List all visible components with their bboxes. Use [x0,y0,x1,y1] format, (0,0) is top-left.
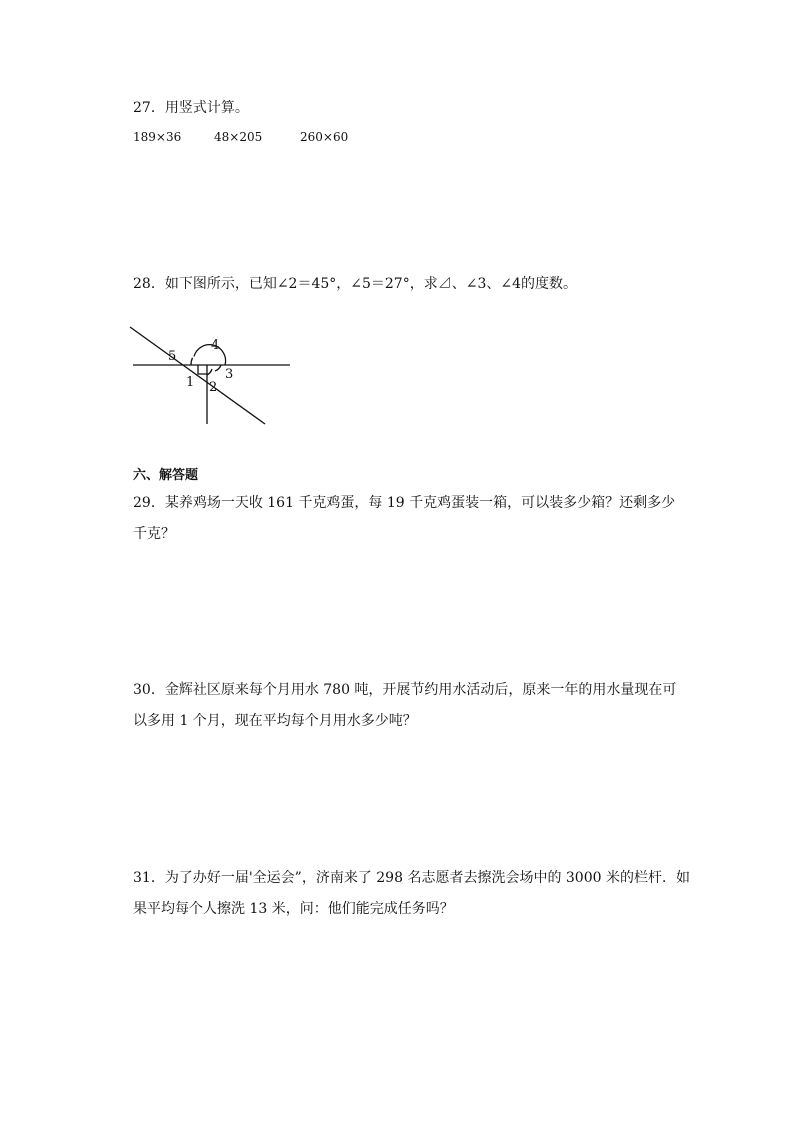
calc-item-3: 260×60 [300,130,349,144]
angle-3-arc [215,365,221,371]
section-6-title: 六、解答题 [133,468,199,483]
question-28-text: 28．如下图所示，已知∠2＝45°，∠5＝27°，求⊿、∠3、∠4的度数。 [133,276,577,292]
question-31-line-1: 31．为了办好一届'全运会”，济南来了 298 名志愿者去擦洗会场中的 3000 米的栏杆．如 [133,870,690,886]
diagonal-line [130,327,265,424]
angle-label-4: 4 [211,338,220,353]
question-30-line-1: 30．金辉社区原来每个月用水 780 吨，开展节约用水活动后，原来一年的用水量现在可 [133,682,677,698]
question-31-line-2: 果平均每个人擦洗 13 米，问：他们能完成任务吗？ [133,901,454,917]
question-29-line-1: 29．某养鸡场一天收 161 千克鸡蛋，每 19 千克鸡蛋装一箱，可以装多少箱？还剩多少 [133,495,676,511]
angle-2-arc [207,369,212,375]
question-30-line-2: 以多用 1 个月，现在平均每个月用水多少吨？ [133,713,417,729]
angle-label-1: 1 [186,375,195,390]
angle-4-arc [194,345,226,365]
angle-label-3: 3 [225,367,234,382]
angle-5-arc [191,358,193,365]
right-angle-mark [198,365,207,374]
question-29-line-2: 千克？ [133,526,175,542]
calc-item-1: 189×36 [133,130,182,144]
calc-item-2: 48×205 [214,130,263,144]
question-27-text: 27．用竖式计算。 [133,100,249,116]
angle-label-5: 5 [168,349,177,364]
angle-figure [128,322,298,432]
angle-label-2: 2 [209,380,218,395]
